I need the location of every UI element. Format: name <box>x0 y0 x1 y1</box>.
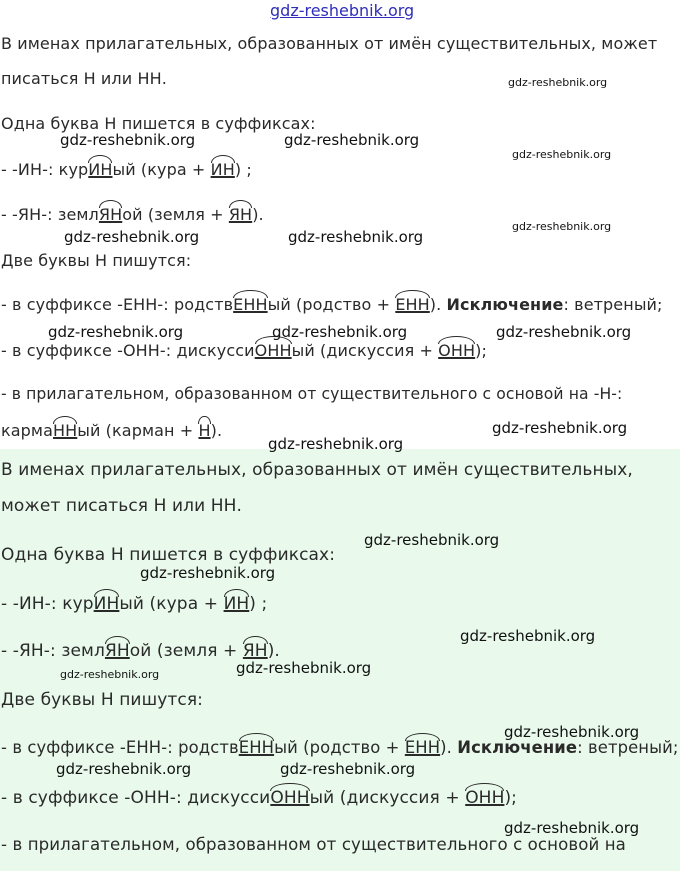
text: - -ИН-: кур <box>1 160 89 179</box>
text: ) ; <box>234 160 252 179</box>
text: - -ЯН-: земл <box>1 205 99 224</box>
suffix-mark: ОНН <box>254 341 292 360</box>
suffix-mark: НН <box>53 421 78 440</box>
top-base-n-line: - в прилагательном, образованном от существительного с основой на -Н-: <box>1 385 623 403</box>
watermark: gdz-reshebnik.org <box>284 131 420 149</box>
suffix-mark: ЯН <box>104 641 130 661</box>
watermark: gdz-reshebnik.org <box>460 627 596 645</box>
text: ); <box>475 341 487 360</box>
watermark: gdz-reshebnik.org <box>272 323 408 341</box>
watermark: gdz-reshebnik.org <box>56 760 192 778</box>
text: - -ЯН-: земл <box>1 641 105 661</box>
text: : ветреный; <box>577 738 679 757</box>
bottom-onn-rule <box>1 788 517 808</box>
top-in-rule <box>1 160 252 179</box>
text: ). <box>210 421 223 440</box>
text: - в суффиксе -ЕНН-: родств <box>1 295 234 314</box>
watermark: gdz-reshebnik.org <box>236 659 372 677</box>
suffix-mark: ЕНН <box>404 738 441 757</box>
suffix-mark: ОНН <box>438 341 476 360</box>
suffix-mark: ОНН <box>465 788 505 808</box>
text: ый (родство + <box>274 738 405 757</box>
watermark: gdz-reshebnik.org <box>268 435 404 453</box>
top-yan-rule <box>1 205 264 224</box>
suffix-mark: ИН <box>210 160 235 179</box>
text: ). <box>429 295 442 314</box>
watermark: gdz-reshebnik.org <box>512 148 612 161</box>
watermark: gdz-reshebnik.org <box>60 131 196 149</box>
watermark: gdz-reshebnik.org <box>512 220 612 233</box>
watermark: gdz-reshebnik.org <box>140 564 276 582</box>
bottom-intro-line2: может писаться Н или НН. <box>1 496 243 516</box>
top-intro-line2: писаться Н или НН. <box>1 69 167 88</box>
suffix-mark: ЯН <box>242 641 268 661</box>
watermark: gdz-reshebnik.org <box>48 323 184 341</box>
text: ); <box>504 788 518 808</box>
top-intro-line1: В именах прилагательных, образованных от имён существительных, может <box>1 34 658 53</box>
text: ый (родство + <box>267 295 396 314</box>
suffix-mark: ЯН <box>98 205 123 224</box>
text: - в суффиксе -ОНН-: дискусси <box>1 341 255 360</box>
suffix-mark: ЕНН <box>395 295 430 314</box>
watermark: gdz-reshebnik.org <box>280 760 416 778</box>
text: ). <box>267 641 280 661</box>
text: ой (земля + <box>129 641 243 661</box>
watermark: gdz-reshebnik.org <box>504 723 640 741</box>
exception-label: Исключение <box>457 738 578 757</box>
bottom-yan-rule <box>1 641 280 661</box>
top-karman-rule <box>1 421 222 440</box>
suffix-mark: Н <box>198 421 211 440</box>
watermark: gdz-reshebnik.org <box>492 419 628 437</box>
watermark: gdz-reshebnik.org <box>364 531 500 549</box>
suffix-mark: ЕНН <box>238 738 275 757</box>
exception-label: Исключение <box>446 295 564 314</box>
top-two-n-heading: Две буквы Н пишутся: <box>1 251 192 270</box>
watermark: gdz-reshebnik.org <box>496 323 632 341</box>
watermark: gdz-reshebnik.org <box>64 228 200 246</box>
top-onn-rule <box>1 341 487 360</box>
watermark: gdz-reshebnik.org <box>60 668 160 681</box>
top-one-n-heading: Одна буква Н пишется в суффиксах: <box>1 114 316 133</box>
text: ый (карман + <box>77 421 199 440</box>
suffix-mark: ОНН <box>270 788 310 808</box>
text: карма <box>1 421 53 440</box>
text: ). <box>252 205 264 224</box>
bottom-base-n-line: - в прилагательном, образованном от существительного с основой на <box>1 835 626 854</box>
text: ). <box>440 738 452 757</box>
text: - в суффиксе -ОНН-: дискусси <box>1 788 271 808</box>
suffix-mark: ЕНН <box>233 295 268 314</box>
bottom-two-n-heading: Две буквы Н пишутся: <box>1 690 203 710</box>
text: ый (дискуссия + <box>291 341 439 360</box>
watermark: gdz-reshebnik.org <box>504 819 640 837</box>
text: ый (дискуссия + <box>309 788 466 808</box>
text: : ветреный; <box>563 295 663 314</box>
suffix-mark: ИН <box>223 594 250 614</box>
watermark: gdz-reshebnik.org <box>288 228 424 246</box>
top-enn-rule <box>1 295 663 314</box>
bottom-intro-line1: В именах прилагательных, образованных от имён существительных, <box>1 460 633 480</box>
suffix-mark: ИН <box>88 160 113 179</box>
text: ой (земля + <box>122 205 229 224</box>
text: ) ; <box>249 594 268 614</box>
watermark: gdz-reshebnik.org <box>508 76 608 89</box>
site-watermark-link[interactable]: gdz-reshebnik.org <box>270 1 415 20</box>
text: ый (кура + <box>119 594 224 614</box>
text: - в суффиксе -ЕНН-: родств <box>1 738 239 757</box>
bottom-in-rule <box>1 594 267 614</box>
suffix-mark: ЯН <box>228 205 253 224</box>
text: - -ИН-: кур <box>1 594 94 614</box>
suffix-mark: ИН <box>93 594 120 614</box>
bottom-one-n-heading: Одна буква Н пишется в суффиксах: <box>1 545 336 565</box>
text: ый (кура + <box>112 160 211 179</box>
